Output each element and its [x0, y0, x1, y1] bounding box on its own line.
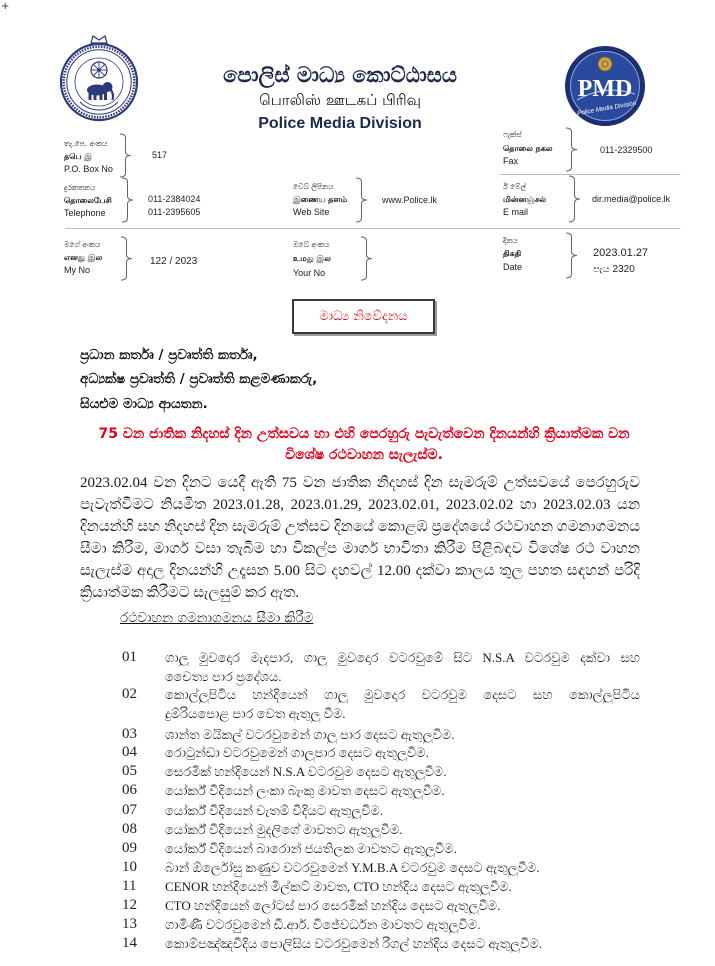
- list-item-text: [165, 858, 640, 877]
- headline-line: 75 වන ජාතික නිදහස් දින උත්සවය හා එහි පෙරහුරු පැවැත්වෙන දිනයන්හි ක්‍රියාත්මක වන: [98, 426, 630, 442]
- list-item-number: 07: [122, 801, 137, 818]
- list-item: [122, 685, 642, 723]
- list-item-line: CENOR හන්දියෙන් මිල්කට් මාවත, CTO හන්දිය දෙසට ඇතුලුවීම.: [165, 878, 512, 894]
- divider: [65, 228, 680, 229]
- telephone-value-1: 011-2384024: [148, 193, 201, 204]
- pmd-logo-text: PMD: [577, 76, 633, 102]
- your-no-label-ta: உமது இல: [293, 253, 331, 263]
- date-label-en: Date: [503, 261, 523, 272]
- list-item-line: යෝර්ක් වීදියෙන් බාරොන් ජයතිලක මාවතට ඇතුලුවීම.: [165, 840, 457, 856]
- po-box-label: [64, 137, 113, 176]
- list-item-text: [165, 820, 640, 839]
- letterhead-titles: [190, 62, 490, 136]
- list-item-number: 06: [122, 781, 137, 798]
- telephone-label-si: දුරකතනය: [64, 182, 96, 192]
- list-item-number: 05: [122, 762, 137, 779]
- list-item-number: 01: [122, 648, 137, 665]
- po-box-label-en: P.O. Box No: [64, 163, 113, 174]
- curly-brace-icon: [565, 127, 578, 172]
- list-item-text: [165, 743, 640, 762]
- headline: [64, 424, 664, 466]
- my-no-label: [64, 238, 102, 277]
- fax-label-en: Fax: [503, 156, 519, 166]
- my-no-label-ta: எனது இல: [64, 252, 103, 262]
- time-value: පැය 2320: [593, 264, 635, 275]
- my-no-label-si: මගේ අංකය: [64, 239, 101, 249]
- list-item-line: දුම්රියපොළ පාර වෙත ඇතුලු වීම.: [165, 705, 346, 721]
- po-box-value: 517: [152, 149, 168, 160]
- email-label-ta: மின்னஞ்சல்: [503, 194, 547, 204]
- list-item-number: 09: [122, 839, 137, 856]
- curly-brace-icon: [565, 232, 578, 279]
- addressee-line: අධ්‍යක්ෂ ප්‍රවෘත්ති / ප්‍රවෘත්ති කළමණාකරු,: [80, 371, 318, 388]
- po-box-label-si: තැ.පෙ. අංකය: [64, 138, 108, 148]
- list-item: [122, 839, 642, 858]
- headline-line: විශේෂ රථවාහන සැලැස්ම.: [285, 447, 443, 463]
- curly-brace-icon: [119, 133, 132, 178]
- addressee-block: [80, 343, 317, 417]
- body-line: දිනයන්හි සහ නිදහස් දින සැමරුම් උත්සව දිනයේ කොළඹ ප්‍රදේශයේ රථවාහන ගමනාගමනය: [80, 519, 640, 535]
- website-label-en: Web Site: [293, 206, 330, 217]
- curly-brace-icon: [120, 236, 133, 281]
- list-item-line: රොටුන්ඩා වටරවුමෙන් ගාලුපාර දෙසට ඇතුලුවීම.: [165, 744, 429, 760]
- list-item: [122, 743, 642, 762]
- list-item-text: [165, 762, 640, 781]
- telephone-label: [64, 181, 112, 220]
- list-item-line: යෝර්ක් වීදියෙන් මුදලිගේ මාවතට ඇතුලුවීම.: [165, 821, 403, 837]
- email-label-si: ඊ මේල්: [503, 181, 527, 191]
- list-item-number: 12: [122, 896, 137, 913]
- your-no-label-si: ඔබේ අංකය: [293, 239, 330, 249]
- list-item-text: [165, 896, 640, 915]
- curly-brace-icon: [355, 177, 368, 223]
- fax-label: [503, 128, 553, 169]
- list-item: [122, 648, 642, 686]
- body-line: ක්‍රියාත්මක කිරීමට සැලසුම් කර ඇත.: [80, 585, 300, 601]
- title-sinhala: පොලිස් මාධ්‍ය කොට්ඨාසය: [223, 63, 457, 87]
- list-item-line: කොල්ලුපිටිය හන්දියෙන් ගාලු මුවදොර වටරවුම දෙසට සහ කොල්ලුපිටිය: [165, 686, 640, 702]
- list-item-number: 04: [122, 743, 137, 760]
- list-item-line: චෛත්‍ය පාර ප්‍රදේශය.: [165, 668, 282, 684]
- list-item: [122, 781, 642, 800]
- fax-value: 011-2329500: [600, 144, 653, 155]
- date-value: 2023.01.27: [593, 247, 649, 259]
- list-item-line: ශාන්ත මයිකල් වටරවුමෙන් ගාලු පාර දෙසට ඇතුලුවීම.: [165, 726, 455, 742]
- email-label: [503, 180, 546, 219]
- list-item-number: 13: [122, 915, 137, 932]
- section-heading: රථවාහන ගමනාගමනය සීමා කිරීම: [120, 610, 314, 626]
- pmd-logo-icon: [563, 44, 647, 128]
- list-item-line: සෙරමික් හන්දියෙන් N.S.A වටරවුම දෙසට ඇතුලුවීම.: [165, 763, 447, 779]
- date-label-ta: திகதி: [503, 249, 522, 258]
- website-label-ta: இணைய தளம்: [293, 194, 348, 204]
- list-item-line: ගාලු මුවදොර මැදපාර, ගාලු මුවදොර වටරවුමේ සිට N.S.A වටරවුම දක්වා සහ: [165, 649, 640, 665]
- body-paragraph: [80, 472, 640, 604]
- addressee-line: සියළුම මාධ්‍ය ආයතන.: [80, 395, 208, 412]
- corner-mark: +: [1, 1, 10, 12]
- list-item-number: 14: [122, 934, 137, 951]
- list-item-line: ගාමිණී වටරවුමෙන් ඩී.ආර්. විජේවර්ධන මාවතට ඇතුලුවීම.: [165, 916, 481, 932]
- list-item-line: යෝර්ක් වීදියෙන් චැතම් වීදියට ඇතුලුවීම.: [165, 802, 384, 818]
- list-item-text: [165, 934, 640, 953]
- list-item-line: කොම්පඤ්ඤවීදිය පොලිසිය වටරවුමෙන් රීගල් හන්දිය දෙසට ඇතුලුවීම.: [165, 935, 543, 951]
- list-item-line: බාන් ඕර්ලෝසු කණුව වටරවුමෙන් Y.M.B.A වටරවුම දෙසට ඇතුලුවීම.: [165, 859, 540, 875]
- my-no-value: 122 / 2023: [150, 256, 198, 267]
- body-line: සැලැස්ම අදාල දිනයන්හි උදෑසන 5.00 සිට දහවල් 12.00 දක්වා කාලය තුල පහත සඳහන් පරිදි: [80, 563, 640, 579]
- curly-brace-icon: [121, 177, 134, 223]
- your-no-label: [293, 238, 331, 280]
- list-item: [122, 877, 642, 896]
- telephone-label-ta: தொலைபேசி: [64, 195, 112, 205]
- po-box-label-ta: தபெ இ: [64, 151, 92, 161]
- list-item-text: [165, 648, 640, 686]
- list-item-text: [165, 877, 640, 896]
- list-item: [122, 896, 642, 915]
- my-no-label-en: My No: [64, 264, 91, 275]
- body-line: සීමා කිරීම, මාර්ග වසා තැබීම හා විකල්ප මාර්ග භාවිතා කිරීම පිළිබඳව විශේෂ රථ වාහන: [80, 541, 640, 557]
- email-value: dir.media@police.lk: [592, 193, 671, 204]
- website-value: www.Police.lk: [382, 194, 438, 205]
- body-line: 2023.02.04 වන දිනට යෙදී ඇති 75 වන ජාතික නිදහස් දින සැමරුම් උත්සවයේ පෙරහුරුව: [80, 475, 640, 491]
- title-tamil: பொலிஸ் ஊடகப் பிரிவு: [258, 91, 421, 109]
- telephone-value-2: 011-2395605: [148, 206, 201, 217]
- list-item: [122, 934, 642, 953]
- email-label-en: E mail: [503, 206, 529, 217]
- list-item-number: 11: [122, 877, 137, 894]
- website-label: [293, 180, 347, 219]
- list-item-text: [165, 915, 640, 934]
- fax-label-ta: தொலை நகல: [503, 143, 553, 153]
- list-item-text: [165, 839, 640, 858]
- fax-label-si: ෆැක්ස්: [503, 130, 522, 139]
- list-item: [122, 820, 642, 839]
- title-english: Police Media Division: [258, 115, 422, 132]
- telephone-label-en: Telephone: [64, 207, 106, 218]
- date-label-si: දිනය: [503, 235, 518, 245]
- list-item-text: [165, 781, 640, 800]
- list-item: [122, 762, 642, 781]
- body-line: පැවැත්වීමට නියමිත 2023.01.28, 2023.01.29, 2023.02.01, 2023.02.02 හා 2023.02.03 යන: [80, 497, 640, 513]
- your-no-label-en: Your No: [293, 267, 326, 278]
- list-item-text: [165, 685, 640, 723]
- list-item: [122, 725, 642, 744]
- list-item-number: 10: [122, 858, 137, 875]
- curly-brace-icon: [568, 175, 581, 223]
- list-item-line: යෝර්ක් වීදියෙන් ලංකා බැංකු මාවත දෙසට ඇතුලුවීම.: [165, 782, 445, 798]
- addressee-line: ප්‍රධාන කර්තෘ / ප්‍රවෘත්ති කර්තෘ,: [80, 346, 258, 363]
- curly-brace-icon: [360, 236, 373, 281]
- list-item: [122, 858, 642, 877]
- police-emblem-icon: [58, 32, 140, 124]
- list-item-text: [165, 801, 640, 820]
- date-label: [503, 234, 522, 275]
- list-item-line: CTO හන්දියෙන් ලෝටස් පාර සෙරමික් හන්දිය දෙසට ඇතුලුවීම.: [165, 897, 501, 913]
- list-item-text: [165, 725, 640, 744]
- list-item-number: 03: [122, 725, 137, 742]
- pmd-logo-subtext: Police Media Division: [576, 99, 637, 118]
- list-item-number: 08: [122, 820, 137, 837]
- list-item-number: 02: [122, 685, 137, 702]
- media-release-box: මාධ්‍ය නිවේදනය: [292, 299, 435, 334]
- website-label-si: වෙබ් ලිපිනය: [293, 181, 334, 191]
- list-item: [122, 915, 642, 934]
- divider: [500, 174, 680, 175]
- list-item: [122, 801, 642, 820]
